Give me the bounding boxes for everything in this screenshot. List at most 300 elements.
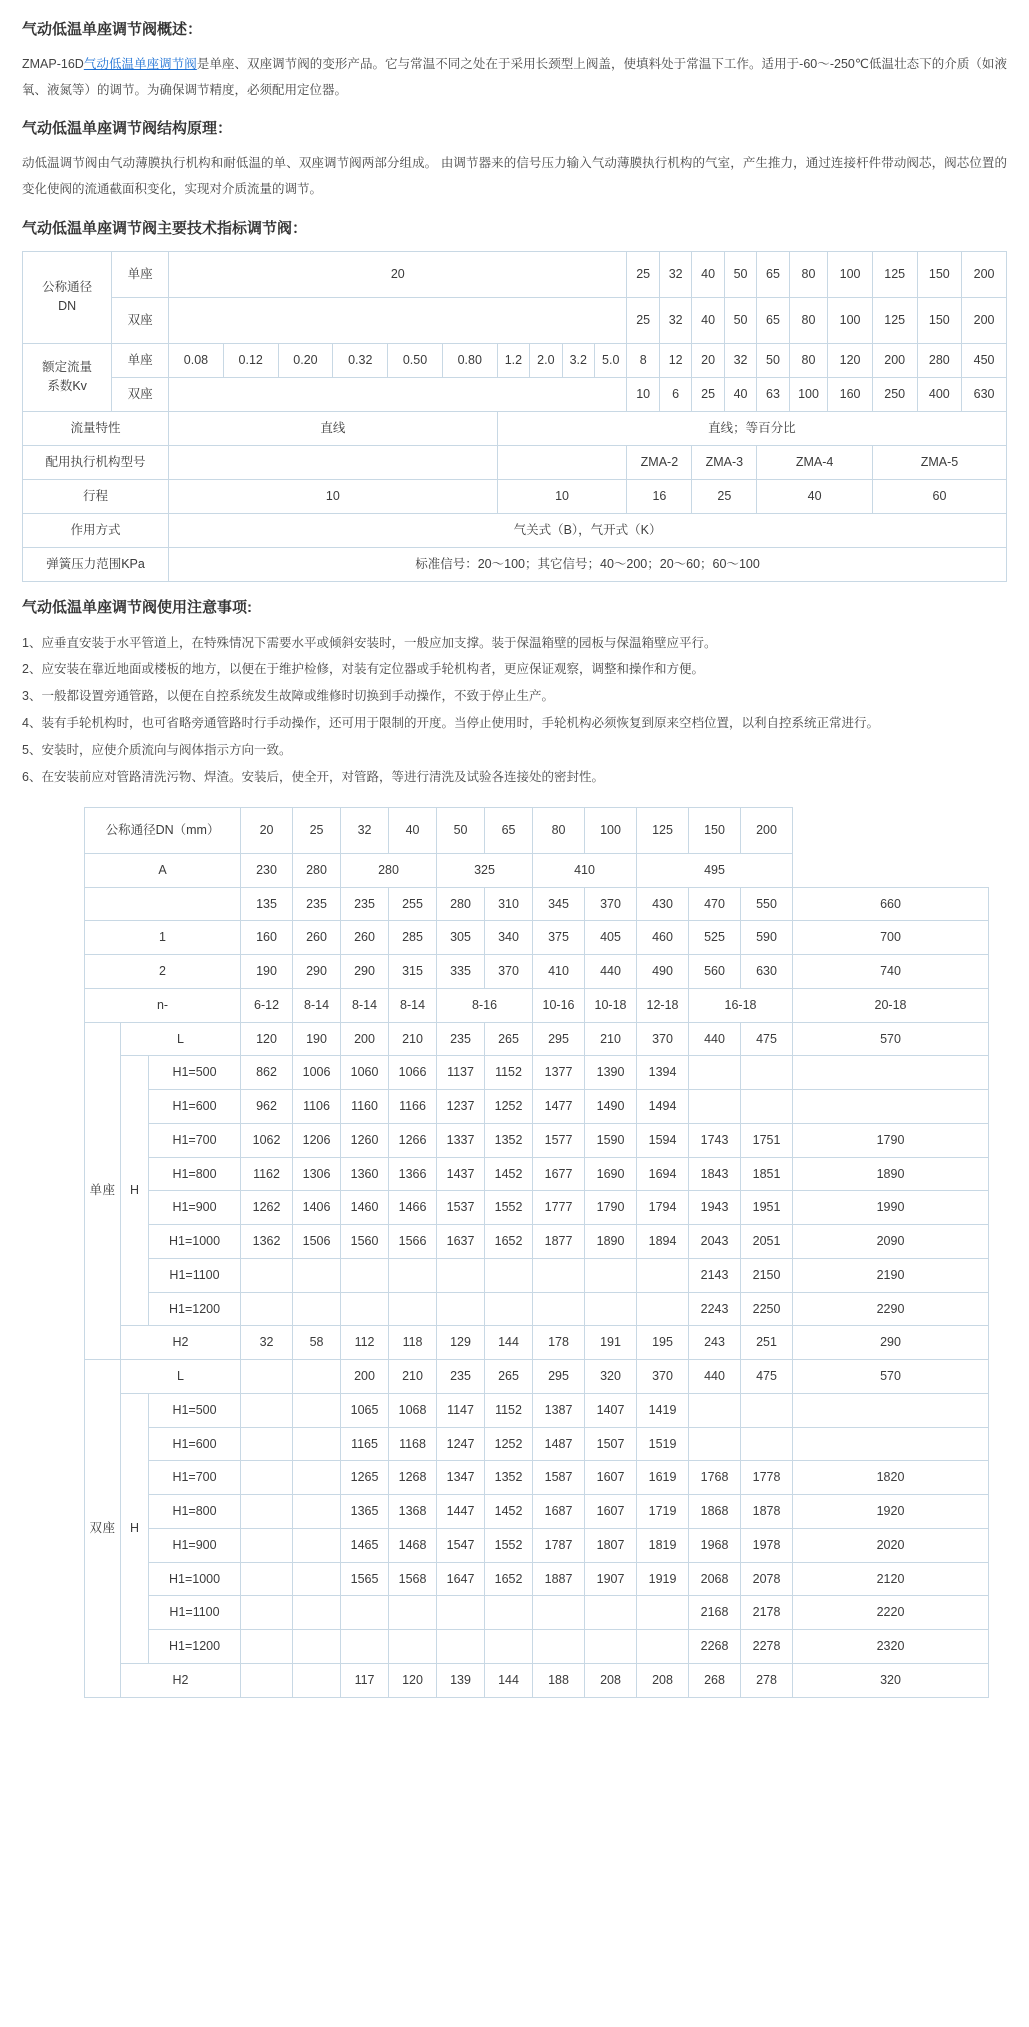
dim-sh7-3: [389, 1292, 437, 1326]
dim-dh6-6: [533, 1596, 585, 1630]
list-item: 2、应安装在靠近地面或楼板的地方，以便在于维护检修，对装有定位器或手轮机构者，更应保证观察，调整和操作和方便。: [22, 662, 704, 677]
dim-sh3-1: 1306: [293, 1157, 341, 1191]
dim-dh0-11: [793, 1393, 989, 1427]
dim-sh6-9: 2143: [689, 1258, 741, 1292]
dim-dh2r-9: 268: [689, 1663, 741, 1697]
dim-b-4: 280: [437, 887, 485, 921]
dn-double-blank: [169, 297, 627, 343]
kv-double-l0: 10: [627, 377, 659, 411]
dim-c-5: 340: [485, 921, 533, 955]
dim-d-8: 490: [637, 955, 689, 989]
dim-dh0-6: 1387: [533, 1393, 585, 1427]
dim-dh5-7: 1907: [585, 1562, 637, 1596]
dim-sh2-5: 1352: [485, 1123, 533, 1157]
dim-sh2-9: 1743: [689, 1123, 741, 1157]
dim-sh2r-1: 58: [293, 1326, 341, 1360]
dim-sh2-0: 1062: [241, 1123, 293, 1157]
dim-sh0-label: H1=500: [149, 1056, 241, 1090]
table-row: [85, 853, 989, 887]
dim-dh3-0: [241, 1495, 293, 1529]
dim-dh1-7: 1507: [585, 1427, 637, 1461]
dim-sh7-label: H1=1200: [149, 1292, 241, 1326]
dn-single-8: 150: [917, 251, 962, 297]
kv-seat-single: 单座: [112, 343, 169, 377]
kv-single-l1: 12: [659, 343, 691, 377]
overview-paragraph: [22, 52, 1007, 103]
dim-dh7-3: [389, 1630, 437, 1664]
dim-sh0-8: 1394: [637, 1056, 689, 1090]
dimension-table: [84, 807, 989, 1698]
dim-dh5-0: [241, 1562, 293, 1596]
dim-c-7: 405: [585, 921, 637, 955]
action-value: 气关式（B），气开式（K）: [169, 513, 1007, 547]
kv-single-l8: 280: [917, 343, 962, 377]
table-row: [23, 251, 1007, 297]
dim-dh4-5: 1552: [485, 1528, 533, 1562]
actuator-blank-mid: [497, 445, 627, 479]
dim-sh1-6: 1477: [533, 1090, 585, 1124]
dn-single-6: 100: [828, 251, 873, 297]
dim-dh3-11: 1920: [793, 1495, 989, 1529]
actuator-3: ZMA-5: [872, 445, 1006, 479]
dn-double-1: 32: [659, 297, 691, 343]
overview-body-text: 是单座、双座调节阀的变形产品。它与常温不同之处在于采用长颈型上阀盖，使填料处于常温下工作。适用于-60～-250℃低温壮态下的介质（如液氧、液氮等）的调节。为确保调节精度，必须配用定位器。: [22, 57, 1007, 97]
table-row: [85, 1495, 989, 1529]
spec-seat-double: 双座: [112, 297, 169, 343]
dim-c-10: 590: [741, 921, 793, 955]
list-item: 5、安装时，应使介质流向与阀体指示方向一致。: [22, 743, 292, 757]
dim-sh2r-5: 144: [485, 1326, 533, 1360]
dim-single-seat-label: 单座: [85, 1022, 121, 1360]
kv-label-line1: 额定流量: [42, 360, 93, 375]
kv-single-l6: 120: [828, 343, 873, 377]
dim-dh6-label: H1=1100: [149, 1596, 241, 1630]
dim-dh7-6: [533, 1630, 585, 1664]
kv-double-l7: 250: [872, 377, 917, 411]
dim-sh2-1: 1206: [293, 1123, 341, 1157]
kv-single-s8: 3.2: [562, 343, 594, 377]
dim-dh7-0: [241, 1630, 293, 1664]
dim-c-3: 285: [389, 921, 437, 955]
dim-dh0-7: 1407: [585, 1393, 637, 1427]
dim-e-7: 10-18: [585, 988, 637, 1022]
dim-sh3-10: 1851: [741, 1157, 793, 1191]
dim-dh5-2: 1565: [341, 1562, 389, 1596]
dim-sh4-2: 1460: [341, 1191, 389, 1225]
dim-dh0-8: 1419: [637, 1393, 689, 1427]
actuator-1: ZMA-3: [692, 445, 757, 479]
dim-d-10: 630: [741, 955, 793, 989]
dim-sh4-6: 1777: [533, 1191, 585, 1225]
dim-dl-4: 235: [437, 1360, 485, 1394]
dn-single-9: 200: [962, 251, 1007, 297]
list-item: 6、在安装前应对管路清洗污物、焊渣。安装后，使全开，对管路，等进行清洗及试验各连接处的密封性。: [22, 769, 604, 784]
dim-dl-3: 210: [389, 1360, 437, 1394]
dim-sh4-0: 1262: [241, 1191, 293, 1225]
kv-seat-double: 双座: [112, 377, 169, 411]
dim-dh0-1: [293, 1393, 341, 1427]
dim-dh5-10: 2078: [741, 1562, 793, 1596]
overview-heading: 气动低温单座调节阀概述：: [22, 21, 203, 38]
dim-dh2-4: 1347: [437, 1461, 485, 1495]
actuator-blank-left: [169, 445, 498, 479]
dim-dh3-1: [293, 1495, 341, 1529]
kv-single-s4: 0.50: [388, 343, 443, 377]
dim-sh5-0: 1362: [241, 1225, 293, 1259]
dim-dh4-0: [241, 1528, 293, 1562]
table-row: [85, 1258, 989, 1292]
dim-col-3: 40: [389, 807, 437, 853]
kv-double-l6: 160: [828, 377, 873, 411]
dim-e-8: 12-18: [637, 988, 689, 1022]
dim-sh2-3: 1266: [389, 1123, 437, 1157]
dim-sh2r-11: 290: [793, 1326, 989, 1360]
dim-sl-7: 210: [585, 1022, 637, 1056]
dim-c-2: 260: [341, 921, 389, 955]
dim-sh4-label: H1=900: [149, 1191, 241, 1225]
dim-col-0: 20: [241, 807, 293, 853]
dim-sh5-label: H1=1000: [149, 1225, 241, 1259]
structure-heading: 气动低温单座调节阀结构原理：: [22, 120, 233, 138]
dim-dh2r-1: [293, 1663, 341, 1697]
table-row: [85, 1191, 989, 1225]
dim-sh2-label: H1=700: [149, 1123, 241, 1157]
dim-sh5-9: 2043: [689, 1225, 741, 1259]
dim-dh1-4: 1247: [437, 1427, 485, 1461]
dn-double-6: 100: [828, 297, 873, 343]
dim-a-0: 230: [241, 853, 293, 887]
dim-e-3: 8-14: [389, 988, 437, 1022]
product-link[interactable]: 气动低温单座调节阀: [83, 57, 197, 71]
dim-dh6-5: [485, 1596, 533, 1630]
dim-sh5-5: 1652: [485, 1225, 533, 1259]
dim-dh4-10: 1978: [741, 1528, 793, 1562]
dim-b-11: 660: [793, 887, 989, 921]
dim-sh1-7: 1490: [585, 1090, 637, 1124]
dim-row-label-2: 2: [85, 955, 241, 989]
dim-sh6-6: [533, 1258, 585, 1292]
dim-b-7: 370: [585, 887, 637, 921]
dim-dh1-3: 1168: [389, 1427, 437, 1461]
dim-header-label: 公称通径DN（mm）: [85, 807, 241, 853]
dim-sl-5: 265: [485, 1022, 533, 1056]
dn-double-5: 80: [789, 297, 828, 343]
dn-single-7: 125: [872, 251, 917, 297]
dim-col-1: 25: [293, 807, 341, 853]
dim-dh7-label: H1=1200: [149, 1630, 241, 1664]
dim-sh3-4: 1437: [437, 1157, 485, 1191]
dim-sh2r-3: 118: [389, 1326, 437, 1360]
flow-char-right: 直线；等百分比: [497, 411, 1006, 445]
dim-double-L-label: L: [121, 1360, 241, 1394]
dim-col-8: 125: [637, 807, 689, 853]
dim-dh0-label: H1=500: [149, 1393, 241, 1427]
dim-sh2-4: 1337: [437, 1123, 485, 1157]
dim-dh6-0: [241, 1596, 293, 1630]
dn-double-9: 200: [962, 297, 1007, 343]
kv-double-l2: 25: [692, 377, 724, 411]
kv-label-line2: 系数Kv: [47, 379, 87, 393]
dim-sh1-4: 1237: [437, 1090, 485, 1124]
dim-sh5-2: 1560: [341, 1225, 389, 1259]
kv-double-blank: [169, 377, 627, 411]
dn-label-line1: 公称通径: [42, 280, 93, 295]
dim-sh7-6: [533, 1292, 585, 1326]
dim-sh2-7: 1590: [585, 1123, 637, 1157]
table-row: [23, 411, 1007, 445]
table-row: [23, 343, 1007, 377]
dim-sh6-3: [389, 1258, 437, 1292]
dim-row-label-1: 1: [85, 921, 241, 955]
dim-sl-0: 120: [241, 1022, 293, 1056]
dim-dh2-label: H1=700: [149, 1461, 241, 1495]
kv-single-s0: 0.08: [169, 343, 224, 377]
dim-dh7-2: [341, 1630, 389, 1664]
kv-double-l3: 40: [724, 377, 756, 411]
dim-sh3-label: H1=800: [149, 1157, 241, 1191]
dim-sh5-4: 1637: [437, 1225, 485, 1259]
table-row: [85, 1562, 989, 1596]
dim-dh7-8: [637, 1630, 689, 1664]
dim-sh2r-7: 191: [585, 1326, 637, 1360]
kv-single-s7: 2.0: [530, 343, 562, 377]
dim-col-6: 80: [533, 807, 585, 853]
dim-sl-2: 200: [341, 1022, 389, 1056]
dim-dh2-11: 1820: [793, 1461, 989, 1495]
dim-dh5-1: [293, 1562, 341, 1596]
dim-dh1-11: [793, 1427, 989, 1461]
stroke-4: 60: [872, 479, 1006, 513]
dim-e-11: 20-18: [793, 988, 989, 1022]
dn-single-5: 80: [789, 251, 828, 297]
dim-dh4-9: 1968: [689, 1528, 741, 1562]
dn-double-0: 25: [627, 297, 659, 343]
kv-double-l9: 630: [962, 377, 1007, 411]
dim-dh3-3: 1368: [389, 1495, 437, 1529]
table-row: [85, 887, 989, 921]
table-row: [23, 479, 1007, 513]
dim-b-3: 255: [389, 887, 437, 921]
dim-dl-2: 200: [341, 1360, 389, 1394]
dn-single-1: 32: [659, 251, 691, 297]
dim-dh4-6: 1787: [533, 1528, 585, 1562]
dim-sh7-10: 2250: [741, 1292, 793, 1326]
dim-dh6-9: 2168: [689, 1596, 741, 1630]
dim-sh2r-9: 243: [689, 1326, 741, 1360]
dim-sh6-label: H1=1100: [149, 1258, 241, 1292]
table-row: [85, 1663, 989, 1697]
dim-dh1-6: 1487: [533, 1427, 585, 1461]
dim-dh2r-0: [241, 1663, 293, 1697]
dim-e-9: 16-18: [689, 988, 793, 1022]
dim-dh3-label: H1=800: [149, 1495, 241, 1529]
dim-dh2-10: 1778: [741, 1461, 793, 1495]
specs-heading: 气动低温单座调节阀主要技术指标调节阀：: [22, 219, 308, 237]
dim-sh5-7: 1890: [585, 1225, 637, 1259]
dim-dh3-7: 1607: [585, 1495, 637, 1529]
dim-sh2r-10: 251: [741, 1326, 793, 1360]
dim-sl-10: 475: [741, 1022, 793, 1056]
dim-b-10: 550: [741, 887, 793, 921]
table-row: [85, 1360, 989, 1394]
dim-sh6-11: 2190: [793, 1258, 989, 1292]
list-item: 1、应垂直安装于水平管道上，在特殊情况下需要水平或倾斜安装时，一般应加支撑。装于保温箱壁的园板与保温箱壁应平行。: [22, 635, 717, 650]
overview-model-text: ZMAP-16D: [22, 57, 84, 71]
table-row: [85, 921, 989, 955]
dim-sh1-8: 1494: [637, 1090, 689, 1124]
dim-dh1-2: 1165: [341, 1427, 389, 1461]
table-row: [23, 547, 1007, 581]
dim-e-1: 8-14: [293, 988, 341, 1022]
list-item: 4、装有手轮机构时，也可省略旁通管路时行手动操作，还可用于限制的开度。当停止使用时，手轮机构必须恢复到原来空档位置，以利自控系统正常进行。: [22, 716, 879, 731]
dim-dh4-4: 1547: [437, 1528, 485, 1562]
dim-dh2-0: [241, 1461, 293, 1495]
dim-sh1-0: 962: [241, 1090, 293, 1124]
dim-sh3-0: 1162: [241, 1157, 293, 1191]
dim-dl-5: 265: [485, 1360, 533, 1394]
dim-dh6-10: 2178: [741, 1596, 793, 1630]
kv-double-l8: 400: [917, 377, 962, 411]
kv-single-l0: 8: [627, 343, 659, 377]
table-row: [85, 1225, 989, 1259]
dn-single-small: 20: [169, 251, 627, 297]
dim-dh2r-10: 278: [741, 1663, 793, 1697]
dim-sh5-3: 1566: [389, 1225, 437, 1259]
table-row: [85, 1292, 989, 1326]
dim-col-7: 100: [585, 807, 637, 853]
dim-dh5-5: 1652: [485, 1562, 533, 1596]
kv-double-l1: 6: [659, 377, 691, 411]
dim-sh1-10: [741, 1090, 793, 1124]
dim-sh3-8: 1694: [637, 1157, 689, 1191]
kv-single-s9: 5.0: [595, 343, 627, 377]
dim-dh3-10: 1878: [741, 1495, 793, 1529]
dn-single-0: 25: [627, 251, 659, 297]
dim-double-H-label: H: [121, 1393, 149, 1663]
dim-dh4-label: H1=900: [149, 1528, 241, 1562]
dn-double-2: 40: [692, 297, 724, 343]
dim-b-9: 470: [689, 887, 741, 921]
dim-d-9: 560: [689, 955, 741, 989]
dim-d-2: 290: [341, 955, 389, 989]
dim-dh2r-3: 120: [389, 1663, 437, 1697]
dim-sh7-7: [585, 1292, 637, 1326]
dim-sh2-6: 1577: [533, 1123, 585, 1157]
dim-sh5-1: 1506: [293, 1225, 341, 1259]
dim-a-8: 495: [637, 853, 793, 887]
dim-sh0-7: 1390: [585, 1056, 637, 1090]
dim-double-H2-label: H2: [121, 1663, 241, 1697]
dim-dh5-8: 1919: [637, 1562, 689, 1596]
dn-double-3: 50: [724, 297, 756, 343]
list-item: 3、一般都设置旁通管路，以便在自控系统发生故障或维修时切换到手动操作，不致于停止生产。: [22, 689, 554, 704]
dim-dh5-4: 1647: [437, 1562, 485, 1596]
dim-dh3-9: 1868: [689, 1495, 741, 1529]
dim-dh7-1: [293, 1630, 341, 1664]
dim-dh7-11: 2320: [793, 1630, 989, 1664]
dim-dl-1: [293, 1360, 341, 1394]
dim-dl-10: 475: [741, 1360, 793, 1394]
dim-sl-8: 370: [637, 1022, 689, 1056]
dim-sh3-6: 1677: [533, 1157, 585, 1191]
dim-sh2-10: 1751: [741, 1123, 793, 1157]
table-row: [23, 445, 1007, 479]
dim-sh4-7: 1790: [585, 1191, 637, 1225]
spring-value: 标准信号：20～100；其它信号；40～200；20～60；60～100: [169, 547, 1007, 581]
dim-dh2-3: 1268: [389, 1461, 437, 1495]
dim-dh6-11: 2220: [793, 1596, 989, 1630]
kv-single-l2: 20: [692, 343, 724, 377]
dim-sh5-8: 1894: [637, 1225, 689, 1259]
dim-dh1-10: [741, 1427, 793, 1461]
table-row: [23, 297, 1007, 343]
dim-dl-9: 440: [689, 1360, 741, 1394]
table-row: [85, 807, 989, 853]
dim-e-0: 6-12: [241, 988, 293, 1022]
dn-double-7: 125: [872, 297, 917, 343]
dim-sh5-6: 1877: [533, 1225, 585, 1259]
dim-dl-8: 370: [637, 1360, 689, 1394]
dim-single-H2-label: H2: [121, 1326, 241, 1360]
dim-dh0-4: 1147: [437, 1393, 485, 1427]
dim-sh4-3: 1466: [389, 1191, 437, 1225]
dim-sh6-5: [485, 1258, 533, 1292]
dim-dh5-6: 1887: [533, 1562, 585, 1596]
dn-single-3: 50: [724, 251, 756, 297]
dim-dh1-9: [689, 1427, 741, 1461]
dim-dh1-0: [241, 1427, 293, 1461]
dim-sh2r-8: 195: [637, 1326, 689, 1360]
table-row: [85, 1022, 989, 1056]
dim-dh6-3: [389, 1596, 437, 1630]
kv-single-s1: 0.12: [223, 343, 278, 377]
notes-heading: 气动低温单座调节阀使用注意事项:: [22, 598, 252, 616]
dim-dh6-7: [585, 1596, 637, 1630]
dim-sh1-1: 1106: [293, 1090, 341, 1124]
dim-dh3-8: 1719: [637, 1495, 689, 1529]
flow-char-left: 直线: [169, 411, 498, 445]
dim-col-10: 200: [741, 807, 793, 853]
dim-dl-0: [241, 1360, 293, 1394]
dim-sh3-5: 1452: [485, 1157, 533, 1191]
dim-dh2-5: 1352: [485, 1461, 533, 1495]
dim-sh1-9: [689, 1090, 741, 1124]
dn-single-2: 40: [692, 251, 724, 297]
dim-col-2: 32: [341, 807, 389, 853]
dim-dh0-0: [241, 1393, 293, 1427]
dim-d-1: 290: [293, 955, 341, 989]
dim-d-11: 740: [793, 955, 989, 989]
dim-sh0-11: [793, 1056, 989, 1090]
dim-dh2r-5: 144: [485, 1663, 533, 1697]
dim-single-H-label: H: [121, 1056, 149, 1326]
dim-dh0-10: [741, 1393, 793, 1427]
dim-sh6-0: [241, 1258, 293, 1292]
dim-dh4-8: 1819: [637, 1528, 689, 1562]
dim-sh0-3: 1066: [389, 1056, 437, 1090]
dim-dh7-4: [437, 1630, 485, 1664]
kv-single-s2: 0.20: [278, 343, 333, 377]
dim-dh6-2: [341, 1596, 389, 1630]
dim-col-4: 50: [437, 807, 485, 853]
table-row: [85, 1393, 989, 1427]
notes-list: [22, 630, 1007, 791]
dim-d-7: 440: [585, 955, 637, 989]
dim-dh3-2: 1365: [341, 1495, 389, 1529]
dim-e-2: 8-14: [341, 988, 389, 1022]
stroke-1: 16: [627, 479, 692, 513]
dn-label-line2: DN: [58, 299, 77, 313]
